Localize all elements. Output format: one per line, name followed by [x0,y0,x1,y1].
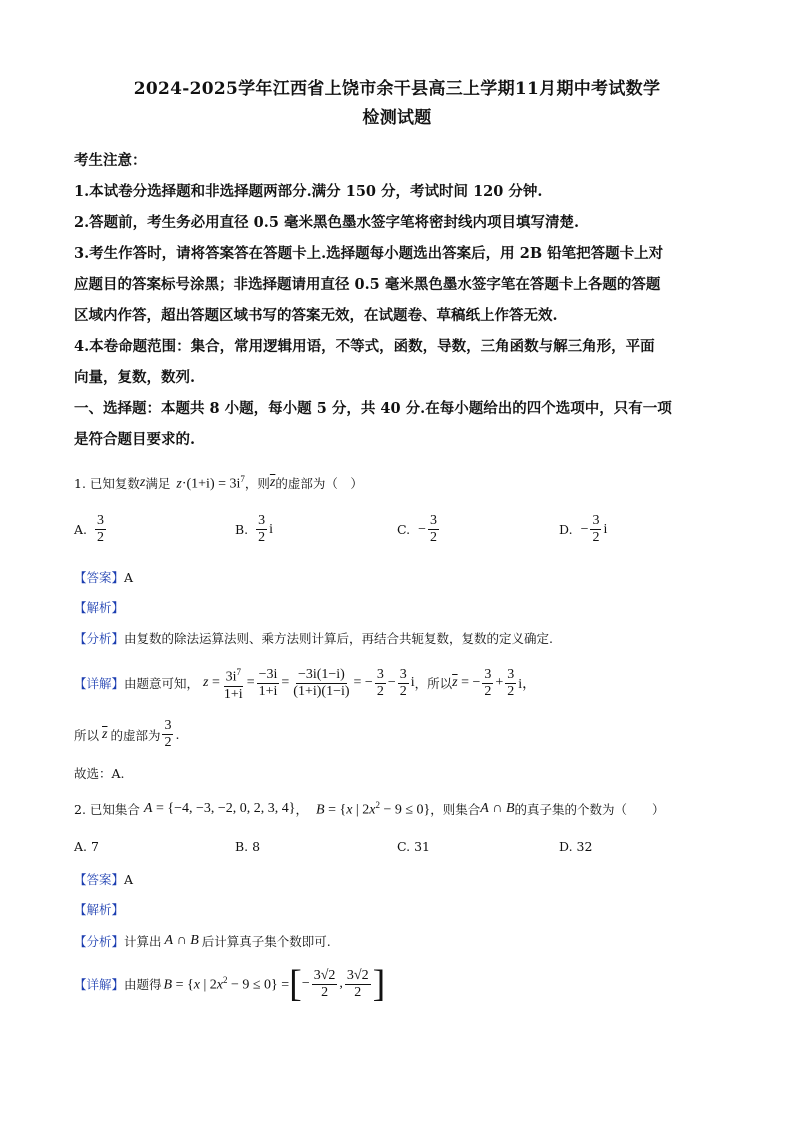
question-2-stem: 2. 已知集合 A = {−4, −3, −2, 0, 2, 3, 4} ， B = {x | $2x^2 - 9 \le 0$} ，则集合 A ∩ B 的真子集的个数为（ ） [74,800,665,818]
q2-fenxi-tag: 【分析】 [74,934,125,949]
q2-text-suffix: ，则集合 [430,802,481,818]
q1-choose: 故选：A. [74,766,125,781]
q1-detail-tag: 【详解】 [74,676,125,692]
q1-conclude-prefix: 所以 [74,727,100,743]
section-heading-cont: 是符合题目要求的. [74,431,196,448]
q1-text-mid: 满足 [145,476,171,492]
q1-analysis-tag: 【解析】 [74,600,125,615]
q2-analysis-tag: 【解析】 [74,902,125,917]
q1-option-c-label: C. [397,522,411,537]
q1-answer [74,569,133,587]
q2-detail: 【详解】 由题得 B = {x | $2x^2 - 9 \le 0$} = [ − $\frac{3√2}{2}$ , $\frac{3√2}{2}$ ] [74,963,386,1005]
q1-option-d: D. − $\frac{3}{2}$ i [559,513,608,545]
q1-option-b: B. $\frac{3}{2}$ i [235,513,274,545]
q1-conclusion: 所以 $\overline{z}$ 的虚部为 $\frac{3}{2}$ . [74,718,180,750]
q1-conclude-end: . [175,727,180,742]
q1-text-suffix: ，则 [244,476,270,492]
q2-option-a: A. 7 [74,839,99,854]
q1-text-prefix: 1. 已知复数 [74,476,140,492]
q2-text-prefix: 2. 已知集合 [74,802,140,818]
q1-option-a: A. $\frac{3}{2}$ [74,513,105,545]
q2-fenxi: 【分析】 计算出 A ∩ B 后计算真子集个数即可. [74,933,331,949]
q2-fenxi-pre: 计算出 [124,934,162,949]
q1-conclude-mid: 的虚部为 [110,727,161,743]
note-3: 3.考生作答时，请将答案答在答题卡上.选择题每小题选出答案后，用 2B 铅笔把答题卡上对 [74,245,664,262]
q1-detail: 【详解】 由题意可知， z = $\frac{3i^7}{1+i}$ = $\frac{-3i}{1+i}$ = $\frac{-3i(1-i)}{(1+i)(1-i)}$ = − $\frac{3}{2}$ − $\frac{3}{2}$ i ，所以 $\overline{z}$ = − $\frac{3}{2}$ + $\frac{3}{2}$ i， [74,664,536,703]
note-3-cont-1: 应题目的答案标号涂黑；非选择题请用直径 0.5 毫米黑色墨水签字笔在答题卡上各题的答题 [74,276,661,293]
note-2: 2.答题前，考生务必用直径 0.5 毫米黑色墨水签字笔将密封线内项目填写清楚. [74,214,580,231]
q2-option-d: D. 32 [559,839,593,854]
q1-option-d-label: D. [559,522,573,537]
q1-option-c: C. − $\frac{3}{2}$ [397,513,437,545]
notice-heading: 考生注意： [74,152,147,169]
question-1-stem [74,474,363,493]
note-3-cont-2: 区域内作答，超出答题区域书写的答案无效，在试题卷、草稿纸上作答无效. [74,307,558,324]
q2-text-mid: ， [295,802,309,818]
q2-detail-tag: 【详解】 [74,977,125,992]
q1-var-z: z [139,475,146,491]
note-4: 4.本卷命题范围：集合，常用逻辑用语，不等式，函数，导数，三角函数与解三角形，平面 [74,338,655,355]
q1-option-b-label: B. [235,522,249,537]
q2-fenxi-post: 后计算真子集个数即可. [201,934,331,949]
q1-fenxi-tag: 【分析】 [74,631,125,646]
note-1: 1.本试卷分选择题和非选择题两部分.满分 150 分，考试时间 120 分钟. [74,183,543,200]
page-subtitle: 检测试题 [362,108,432,128]
q1-text-suffix2: 的虚部为（ ） [275,476,363,492]
q1-conj-z: $\overline{z}$ [269,475,276,491]
q1-answer-value: A [124,570,134,585]
q2-answer [74,871,133,889]
page-title: 2024-2025学年江西省上饶市余干县高三上学期11月期中考试数学 [133,79,661,99]
q1-equation: $z\cdot(1+i) = 3i^7$ [176,474,245,492]
q1-option-a-label: A. [74,522,88,537]
q2-answer-tag: 【答案】 [74,872,125,887]
q2-option-c: C. 31 [397,839,430,854]
q1-answer-tag: 【答案】 [74,570,125,585]
q1-fenxi [74,630,553,648]
q1-detail-so: ，所以 [414,676,453,692]
q2-option-b: B. 8 [235,839,261,854]
q1-fenxi-text: 由复数的除法运算法则、乘方法则计算后，再结合共轭复数，复数的定义确定. [124,631,553,646]
q1-detail-prefix: 由题意可知， [124,676,200,692]
q2-text-suffix2: 的真子集的个数为（ ） [514,802,665,818]
q2-answer-value: A [124,872,134,887]
q2-detail-prefix: 由题得 [124,977,162,992]
section-heading: 一、选择题：本题共 8 小题，每小题 5 分，共 40 分.在每小题给出的四个选项中，只有一项 [74,400,672,417]
note-4-cont: 向量，复数，数列. [74,369,196,386]
